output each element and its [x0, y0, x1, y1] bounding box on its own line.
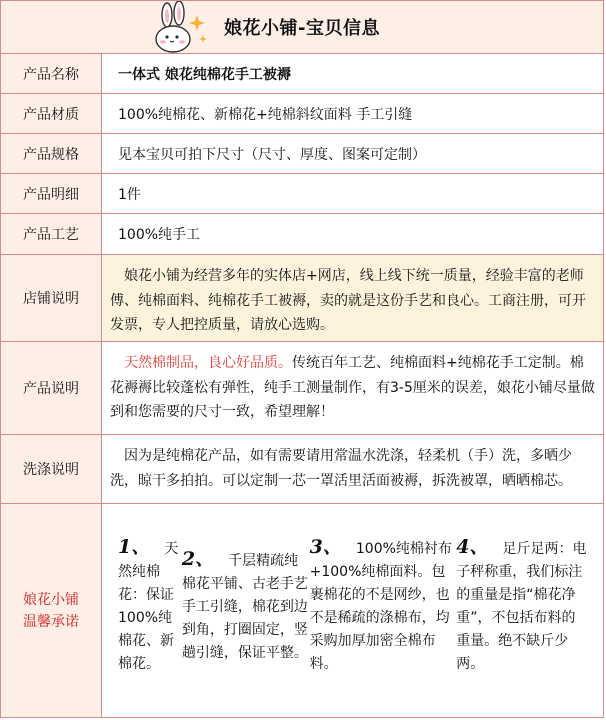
row-product-note — [1, 342, 603, 435]
promise-label-line2: 温馨承诺 — [23, 613, 79, 630]
row-label: 产品规格 — [1, 134, 102, 173]
row-value: 见本宝贝可拍下尺寸（尺寸、厚度、图案可定制） — [118, 146, 426, 163]
row-product-name — [1, 54, 603, 94]
row-craft — [1, 214, 603, 255]
row-details — [1, 174, 603, 214]
row-spec — [1, 134, 603, 174]
promise-item — [118, 536, 182, 676]
header-banner — [1, 1, 603, 54]
row-label: 店铺说明 — [1, 255, 102, 341]
promise-text: 千层精疏纯棉花平铺、古老手艺手工引缝，棉花到边到角，打圈固定，竖趟引缝，保证平整。 — [181, 552, 308, 661]
promise-label-line1: 娘花小铺 — [23, 591, 79, 608]
row-label: 产品明细 — [1, 174, 102, 213]
promise-list — [102, 504, 603, 717]
row-value: 1件 — [118, 186, 141, 203]
highlight-text: 天然棉制品，良心好品质。 — [124, 355, 292, 371]
row-label: 产品名称 — [1, 54, 102, 93]
row-label: 洗涤说明 — [1, 435, 102, 503]
row-value — [102, 255, 603, 341]
promise-item — [182, 548, 310, 665]
row-label: 产品工艺 — [1, 214, 102, 254]
row-value — [102, 435, 603, 503]
promise-label — [1, 504, 102, 717]
promise-item — [456, 536, 587, 676]
promise-item — [310, 536, 457, 676]
row-washing — [1, 435, 603, 504]
promise-text: 天然纯棉花：保证100%纯棉花、新棉花。 — [118, 541, 179, 672]
row-promise — [1, 504, 603, 717]
row-store-note — [1, 255, 603, 342]
row-value: 100%纯手工 — [118, 227, 201, 243]
row-material — [1, 94, 603, 134]
promise-text: 足斤足两：电子秤称重，我们标注的重量是指“棉花净重”，不包括布料的重量。绝不缺斤少两。 — [456, 541, 587, 672]
store-note-text: 娘花小铺为经营多年的实体店+网店，线上线下统一质量，经验丰富的老师傅、纯棉面料、纯棉花手工被褥，卖的就是这份手艺和良心。工商注册，可开发票，专人把控质量，请放心选购。 — [110, 268, 586, 333]
promise-text: 100%纯棉衬布+100%纯棉面料。包裹棉花的不是网纱，也不是稀疏的涤棉布，均采购加厚加密全棉布料。 — [309, 541, 452, 672]
page-title: 娘花小铺-宝贝信息 — [224, 18, 380, 39]
row-label: 产品说明 — [1, 342, 102, 434]
promise-number: 2、 — [181, 547, 215, 570]
row-label: 产品材质 — [1, 94, 102, 133]
washing-text: 因为是纯棉花产品，如有需要请用常温水洗涤，轻柔机（手）洗，多晒少洗，晾干多拍拍。可以定制一芯一罩活里活面被褥，拆洗被罩，晒晒棉芯。 — [110, 448, 572, 489]
product-note-text: 传统百年工艺、纯棉面料+纯棉花手工定制。棉花褥褥比较蓬松有弹性，纯手工测量制作，有3-5厘米的误差，娘花小铺尽量做到和您需要的尺寸一致，希望理解！ — [110, 355, 595, 420]
row-value: 100%纯棉花、新棉花+纯棉斜纹面料 手工引缝 — [118, 106, 413, 123]
promise-number: 1、 — [118, 536, 151, 558]
promise-number: 3、 — [309, 536, 342, 558]
row-value — [102, 342, 603, 434]
promise-number: 4、 — [456, 536, 489, 558]
row-value: 一体式 娘花纯棉花手工被褥 — [118, 66, 291, 83]
